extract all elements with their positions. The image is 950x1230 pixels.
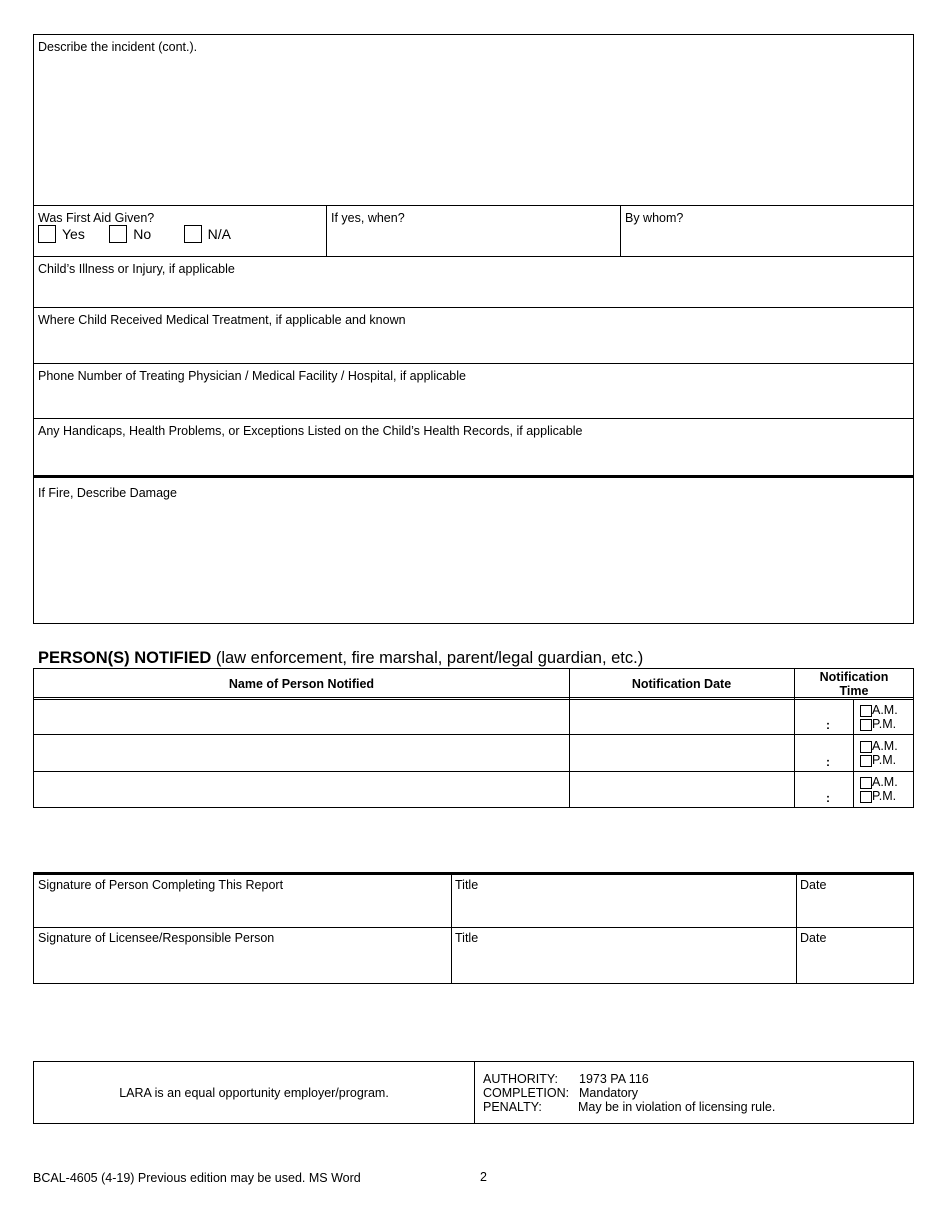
- notified-time-cell[interactable]: [794, 735, 854, 772]
- am-label: A.M.: [872, 703, 898, 717]
- pm-label: P.M.: [872, 717, 897, 731]
- signature-licensee-label: Signature of Licensee/Responsible Person: [38, 931, 275, 945]
- illness-injury-label: Child’s Illness or Injury, if applicable: [38, 262, 235, 276]
- completion-value: Mandatory: [579, 1086, 639, 1100]
- first-aid-yes-checkbox[interactable]: [38, 225, 56, 243]
- first-aid-no-checkbox[interactable]: [109, 225, 127, 243]
- time-separator: :: [826, 718, 830, 732]
- if-yes-when-field[interactable]: [327, 206, 621, 257]
- describe-incident-field[interactable]: [34, 35, 913, 206]
- am-label: A.M.: [872, 739, 898, 753]
- completing-title-field[interactable]: [451, 875, 796, 928]
- persons-notified-table: [33, 668, 914, 808]
- penalty-value: May be in violation of licensing rule.: [578, 1100, 776, 1114]
- first-aid-no-label: No: [133, 226, 152, 242]
- signature-licensee-field[interactable]: [34, 928, 451, 984]
- medical-treatment-label: Where Child Received Medical Treatment, if applicable and known: [38, 313, 406, 327]
- time-separator: :: [826, 791, 830, 805]
- first-aid-na-label: N/A: [207, 226, 231, 242]
- notified-date-cell[interactable]: [569, 735, 794, 772]
- first-aid-row: [34, 206, 913, 257]
- pm-checkbox[interactable]: [860, 755, 872, 767]
- authority-value: 1973 PA 116: [579, 1072, 649, 1086]
- equal-opportunity-cell: [34, 1062, 475, 1123]
- fire-damage-label: If Fire, Describe Damage: [38, 486, 177, 500]
- completing-date-field[interactable]: [796, 875, 913, 928]
- signature-completing-field[interactable]: [34, 875, 451, 928]
- persons-notified-title: PERSON(S) NOTIFIED: [38, 649, 212, 667]
- first-aid-na-checkbox[interactable]: [184, 225, 202, 243]
- signature-completing-label: Signature of Person Completing This Report: [38, 878, 284, 892]
- notified-date-cell[interactable]: [569, 772, 794, 807]
- table-row: [34, 700, 913, 735]
- signatures-table: [33, 872, 914, 984]
- authority-cell: [483, 1072, 775, 1114]
- if-yes-when-label: If yes, when?: [331, 211, 405, 225]
- first-aid-field: [34, 206, 327, 257]
- medical-treatment-field[interactable]: [34, 308, 913, 364]
- illness-injury-field[interactable]: [34, 257, 913, 308]
- authority-key: AUTHORITY:: [483, 1072, 559, 1086]
- pm-checkbox[interactable]: [860, 719, 872, 731]
- penalty-key: PENALTY:: [483, 1100, 542, 1114]
- page-number: 2: [480, 1170, 487, 1184]
- legal-footer-box: [33, 1061, 914, 1124]
- am-checkbox[interactable]: [860, 705, 872, 717]
- date-label: Date: [800, 878, 827, 892]
- am-pm-options: [860, 703, 898, 731]
- by-whom-label: By whom?: [625, 211, 684, 225]
- incident-form-section: [33, 34, 914, 624]
- table-row: [34, 772, 913, 807]
- date-label: Date: [800, 931, 827, 945]
- first-aid-label: Was First Aid Given?: [38, 211, 155, 225]
- licensee-title-field[interactable]: [451, 928, 796, 984]
- notified-table-header: [34, 669, 913, 700]
- notified-name-cell[interactable]: [34, 700, 569, 735]
- physician-phone-label: Phone Number of Treating Physician / Medical Facility / Hospital, if applicable: [38, 369, 466, 383]
- equal-opportunity-text: LARA is an equal opportunity employer/program.: [119, 1085, 389, 1100]
- notified-time-cell[interactable]: [794, 772, 854, 807]
- am-checkbox[interactable]: [860, 777, 872, 789]
- notified-name-cell[interactable]: [34, 735, 569, 772]
- time-separator: :: [826, 755, 830, 769]
- notified-time-cell[interactable]: [794, 700, 854, 735]
- first-aid-options: [38, 225, 231, 243]
- persons-notified-subtitle: (law enforcement, fire marshal, parent/legal guardian, etc.): [211, 649, 644, 667]
- pm-label: P.M.: [872, 753, 897, 767]
- form-id-text: BCAL-4605 (4-19) Previous edition may be used. MS Word: [33, 1171, 361, 1185]
- signature-row-licensee: [34, 928, 913, 984]
- table-row: [34, 735, 913, 772]
- signature-row-completing: [34, 875, 913, 928]
- by-whom-field[interactable]: [621, 206, 913, 257]
- health-records-field[interactable]: [34, 419, 913, 478]
- fire-damage-field[interactable]: [34, 481, 913, 623]
- am-checkbox[interactable]: [860, 741, 872, 753]
- am-label: A.M.: [872, 775, 898, 789]
- first-aid-yes-label: Yes: [62, 226, 85, 242]
- persons-notified-heading: [38, 649, 643, 668]
- am-pm-options: [860, 739, 898, 767]
- title-label: Title: [455, 878, 479, 892]
- licensee-date-field[interactable]: [796, 928, 913, 984]
- col-time-header: Notification Time: [819, 670, 889, 698]
- pm-checkbox[interactable]: [860, 791, 872, 803]
- notified-date-cell[interactable]: [569, 700, 794, 735]
- describe-incident-label: Describe the incident (cont.).: [38, 40, 198, 54]
- health-records-label: Any Handicaps, Health Problems, or Exceptions Listed on the Child’s Health Records, if applicable: [38, 424, 583, 438]
- completion-key: COMPLETION:: [483, 1086, 570, 1100]
- physician-phone-field[interactable]: [34, 364, 913, 419]
- col-name-header: Name of Person Notified: [228, 677, 375, 691]
- notified-name-cell[interactable]: [34, 772, 569, 807]
- col-date-header: Notification Date: [631, 677, 732, 691]
- am-pm-options: [860, 775, 898, 803]
- title-label: Title: [455, 931, 479, 945]
- pm-label: P.M.: [872, 789, 897, 803]
